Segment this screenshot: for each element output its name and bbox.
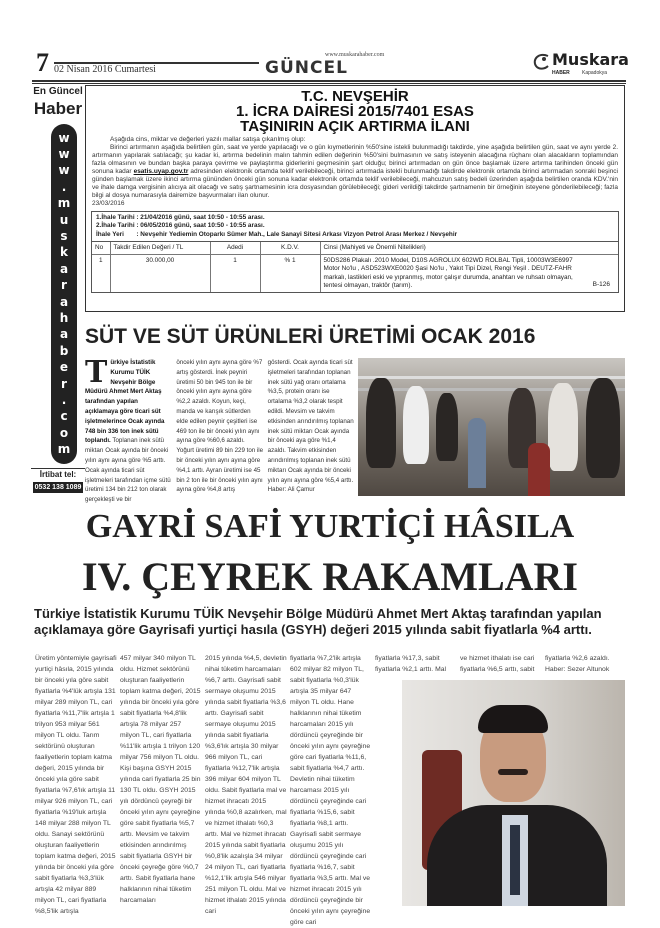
- notice-code: B-126: [592, 280, 610, 288]
- banner-letter: r: [61, 376, 67, 391]
- notice-body: [86, 134, 624, 208]
- notice-text-b: adresinden elektronik ortamda teklif verilebileceği, birinci artırmada istekli bulunmadığı takdirde elektronik ortamda birinci artırmadan sonraki beşinci günden başlamak üzere ikinci artırma gününden önceki gün sonuna kadar elektronik ortamda teklif verilebileceği, mahcuzun satış bedeli üzerinden aşağıda belirtilen oranda KDV.'nin ve ihale damga vergisinin alıcıya ait olacağı ve satış şartnamesinin icra dosyasından görülebileceği; gideri verildiği takdirde şartnamenin bir örneğinin isteyene gönderilebileceği; fazla bilgi al dosya numarasıyla dairemize başvurmaları ilan olunur.: [92, 168, 618, 199]
- notice-title-3: TAŞINIRIN AÇIK ARTIRMA İLANI: [240, 118, 470, 135]
- cell-desc: 50DS286 Plakalı .2010 Model, D10S AGROLUX 602WD ROLBAL Tipli, 10003W3E6997 Motor No'lu , ASD523WXE0020 Şasi No'lu , Yakıt Tipi Dizel, Rengi Yeşil . DEUTZ-FAHR markalı, lastikleri eski ve yıpranmış, motor çalışır durumda, anahtarı ve ruhsatı olmayan, tentesi olmayan, traktör (tarım).: [323, 257, 573, 289]
- banner-letter: m: [57, 196, 71, 211]
- banner-letter: o: [59, 425, 69, 440]
- cell-value: 30.000,00: [110, 255, 210, 292]
- banner-letter: k: [60, 245, 68, 260]
- banner-letter: w: [58, 163, 70, 178]
- page-number: 7: [36, 48, 49, 77]
- notice-title-2: 1. İCRA DAİRESİ 2015/7401 ESAS: [236, 103, 474, 120]
- notice-date: 23/03/2016: [92, 200, 125, 207]
- auction-notice: [85, 85, 625, 312]
- issue-date: 02 Nisan 2016 Cumartesi: [54, 64, 156, 75]
- banner-letter: a: [59, 294, 69, 309]
- banner-letter: s: [60, 229, 68, 244]
- notice-text-a: Birinci artırmanın aşağıda belirtilen gün, saat ve yerde yapılacağı ve o gün kıymetlerinin %50'sine istekli bulunmadığı takdirde, yine aşağıda belirtilen gün, saat ve aynı yerde 2. artırmanın yapılarak satılacağı; şu kadar ki, artırma bedelinin malın tahmin edilen değerinin %50'sini bulmasının ve satış isteyenin alacağına rüçhanı olan alacakların toplamından fazla olmasının ve bundan başka paraya çevirme ve paylaştırma giderlerini geçmesinin şart olduğu; birinci artırmadan on gün önce başlamak üzere artırma tarihinden önceki gün sonuna kadar: [92, 144, 618, 175]
- banner-letter: .: [61, 392, 67, 407]
- section-title: GÜNCEL: [265, 58, 348, 78]
- sidebar-heading: En Güncel: [33, 86, 83, 97]
- official-portrait-photo: [402, 680, 625, 906]
- subhead-line-1: Türkiye İstatistik Kurumu TÜİK Nevşehir Bölge Müdürü Ahmet Mert Aktaş tarafından yapılan: [34, 606, 602, 621]
- banner-letter: c: [60, 409, 68, 424]
- milk-col2: önceki yılın aynı ayına göre %7 artış gösterdi. İnek peyniri üretimi 50 bin 945 ton ile bir önceki yılın aynı ayına göre %2,2 azaldı. Koyun, keçi, manda ve karışık sütlerden elde edilen peynir çeşitleri ise 469 ton ile bir önceki yılın aynı ayına göre %60,6 azaldı. Yoğurt üretimi 89 bin 229 ton ile bir önceki yılın aynı ayına göre %4,1 arttı. Ayran üretimi ise 45 bin 2 ton ile bir önceki yılın aynı ayına göre %4,8 artış: [176, 359, 264, 494]
- col-qty: Adedi: [210, 242, 260, 255]
- table-header: [92, 242, 618, 255]
- gdp-headline-1: GAYRİ SAFİ YURTİÇİ HÂSILA: [85, 508, 575, 545]
- milk-col1: Toplanan inek sütü miktarı Ocak ayında bir önceki yılın aynı ayına göre %5 arttı. Ocak ayında ticari süt işletmeleri tarafından içme sütü üretimi 134 bin 212 ton olarak gerçekleşti ve bir: [85, 437, 171, 504]
- website-vertical-banner[interactable]: [51, 124, 77, 464]
- gdp-subheadline: [34, 606, 626, 638]
- milk-col3: gösterdi. Ocak ayında ticari süt işletmeleri tarafından toplanan inek sütü yağ oranı ortalama %3,5, protein oranı ise ortalama %3,2 olarak tespit edildi. Mevsim ve takvim etkisinden arındırılmış toplanan inek sütü miktarı Ocak ayında bir önceki aya göre %1,4 azaldı. Takvim etkisinden arındırılmış toplanan inek sütü miktarı Ocak ayında bir önceki yılın aynı ayına göre %5,4 arttı. Haber: Ali Çamur: [267, 359, 354, 494]
- auction-place: İhale Yeri : Nevşehir Yediemin Otoparkı Sümer Mah., Lale Sanayi Sitesi Arkası Vizyon Petrol Arası Merkez / Nevşehir: [96, 230, 458, 238]
- col-desc: Cinsi (Mahiyeti ve Önemli Nitelikleri): [320, 242, 618, 255]
- website-text: www.muskarahaber.com: [325, 52, 385, 58]
- auction-table: [92, 242, 618, 292]
- muskara-logo: Muskara: [552, 50, 629, 69]
- dairy-milking-photo: [358, 358, 625, 496]
- cell-kdv: % 1: [260, 255, 320, 292]
- banner-letter: m: [57, 442, 71, 457]
- banner-letter: r: [61, 278, 67, 293]
- banner-letter: a: [59, 261, 69, 276]
- notice-title-1: T.C. NEVŞEHİR: [301, 88, 409, 105]
- contact-phone: 0532 138 1089: [34, 484, 82, 491]
- sidebar-heading-haber: Haber: [33, 99, 83, 118]
- banner-letter: e: [59, 360, 69, 375]
- gdp-col-1: Üretim yöntemiyle gayrisafi yurtiçi hâsıla, 2015 yılında bir önceki yıla göre sabit fiyatlarla %4'lük artışla 131 milyar 289 milyon TL, cari fiyatlarla %11,7'lik artışla 1 trilyon 953 milyar 561 milyon TL oldu. Tarım sektörünü oluşturan faaliyetlerin toplam katma değeri, 2015 yılında bir önceki yıla göre sabit fiyatlarla %7,6'lık artışla 11 milyar 926 milyon TL, cari fiyatlarla %19'luk artışla 148 milyar 288 milyon TL oldu. Sanayi sektörünü oluşturan faaliyetlerin toplam katma değeri, 2015 yılında bir önceki yıla göre sabit fiyatlarla %3,3'lük artışla 42 milyar 889 milyon TL, cari fiyatlarla %8,5'lik artışla: [35, 655, 117, 915]
- muskara-logo-icon: [530, 52, 552, 72]
- auction-date-2: 2.İhale Tarihi : 06/05/2016 günü, saat 10:50 - 10:55 arası.: [96, 222, 265, 230]
- cell-qty: 1: [210, 255, 260, 292]
- banner-letter: w: [58, 130, 70, 145]
- gdp-col-2: 457 milyar 340 milyon TL oldu. Hizmet sektörünü oluşturan faaliyetlerin toplam katma değeri, 2015 yılında bir önceki yıla göre sabit fiyatlarla %4,8'lik artışla 78 milyar 257 milyon TL, cari fiyatlarla %11'lik artışla 1 trilyon 120 milyar 756 milyon TL oldu. Kişi başına GSYH 2015 yılında cari fiyatlarla 25 bin 130 TL oldu. GSYH 2015 yılı dördüncü çeyreği bir önceki yılın aynı çeyreğine göre sabit fiyatlarla %5,7 arttı. Mevsim ve takvim etkisinden arındırılmış sabit fiyatlarla GSYH bir önceki çeyreğe göre %0,7 arttı. Sabit fiyatlarla hane halklarının nihai tüketim harcamaları: [120, 655, 201, 904]
- gdp-col-7: fiyatlarla %2,6 azaldı. Haber: Sezer Altunok: [545, 655, 610, 673]
- milk-lead: ürkiye İstatistik Kurumu TÜİK Nevşehir Bölge Müdürü Ahmet Mert Aktaş tarafından yapılan açıklamaya göre ticari süt işletmelerince Ocak ayında 748 bin 336 ton inek sütü toplandı.: [85, 359, 165, 445]
- contact-label: İrtibat tel:: [31, 468, 85, 480]
- banner-letter: b: [59, 343, 69, 358]
- notice-intro: Aşağıda cins, miktar ve değerleri yazılı mallar satışa çıkarılmış olup:: [110, 136, 306, 143]
- header-divider: [32, 80, 626, 84]
- subhead-line-2: açıklamaya göre Gayrisafi yurtiçi hasıla (GSYH) değeri 2015 yılında sabit fiyatlarla %4 arttı.: [34, 622, 592, 637]
- gdp-col-6: ve hizmet ithalatı ise cari fiyatlarla %6,5 arttı, sabit: [460, 655, 535, 673]
- esatis-link[interactable]: esatis.uyap.gov.tr: [133, 168, 189, 175]
- auction-date-1: 1.İhale Tarihi : 21/04/2016 günü, saat 10:50 - 10:55 arası.: [96, 214, 265, 221]
- drop-cap: T: [85, 355, 108, 390]
- banner-letter: u: [59, 212, 69, 227]
- milk-article: [85, 355, 355, 504]
- table-row: [92, 255, 618, 292]
- gdp-col-5: fiyatlarla %17,3, sabit fiyatlarla %2,1 arttı. Mal: [375, 655, 447, 673]
- auction-details: [91, 211, 619, 293]
- gdp-col-4: fiyatlarla %7,2'lik artışla 602 milyar 82 milyon TL, sabit fiyatlarla %0,3'lük artışla 35 milyar 647 milyon TL oldu. Hane halklarının nihai tüketim harcamaları 2015 yılı dördüncü çeyreğinde bir önceki yılın aynı çeyreğine göre cari fiyatlarla %11,6, sabit fiyatlarla %4,7 arttı. Devletin nihai tüketim harcaması 2015 yılı dördüncü çeyreğinde cari fiyatlarla %15,6, sabit fiyatlarla %8,1 arttı. Gayrisafi sabit sermaye oluşumu 2015 yılı dördüncü çeyreğinde cari fiyatlarla %16,7, sabit fiyatlarla %3,5 arttı. Mal ve hizmet ihracatı 2015 yılı dördüncü çeyreğinde bir önceki yılın aynı çeyreğine göre cari: [290, 655, 371, 926]
- logo-sub: HABER: [552, 70, 570, 76]
- gdp-col-3: 2015 yılında %4,5, devletin nihai tüketim harcamaları %6,7 arttı. Gayrisafi sabit sermaye oluşumu 2015 yılında sabit fiyatlarla %3,6 arttı. Gayrisafi sabit sermaye oluşumu 2015 yılında sabit fiyatlarla %3,6'lık artışla 30 milyar 966 milyon TL, cari fiyatlarla %12,7'lik artışla 396 milyar 604 milyon TL oldu. Sabit fiyatlarla mal ve hizmet ihracatı 2015 yılında %0,8 azalırken, mal ve hizmet ithalatı %0,3 arttı. Mal ve hizmet ihracatı 2015 yılında sabit fiyatlarla %0,8'lik azalışla 34 milyar 24 milyon TL, cari fiyatlarla %12,1'lik artışla 546 milyar 251 milyon TL oldu. Mal ve hizmet ithalatı 2015 yılında cari: [205, 655, 287, 915]
- banner-letter: a: [59, 327, 69, 342]
- col-kdv: K.D.V.: [260, 242, 320, 255]
- cell-no: 1: [92, 255, 110, 292]
- gdp-headline-2: IV. ÇEYREK RAKAMLARI: [82, 554, 578, 599]
- logo-tagline: Kapadokya: [582, 70, 608, 76]
- banner-letter: w: [58, 147, 70, 162]
- milk-headline: SÜT VE SÜT ÜRÜNLERİ ÜRETİMİ OCAK 2016: [85, 325, 536, 348]
- banner-letter: h: [59, 310, 69, 325]
- col-no: No: [92, 242, 110, 255]
- col-value: Takdir Edilen Değeri / TL: [110, 242, 210, 255]
- banner-letter: .: [61, 179, 67, 194]
